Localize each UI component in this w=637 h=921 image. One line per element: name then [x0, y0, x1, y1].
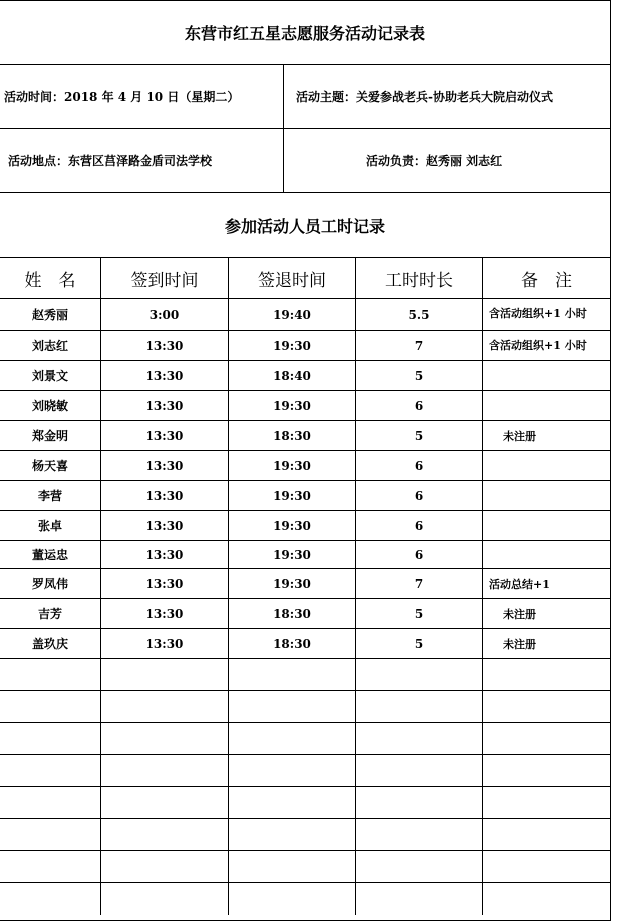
- cell-sign-out: 19:30: [228, 511, 355, 540]
- table-row: [0, 850, 610, 882]
- cell-sign-in: [100, 883, 228, 915]
- cell-hours: 6: [355, 451, 482, 480]
- cell-remarks: [482, 691, 610, 722]
- cell-hours: [355, 787, 482, 818]
- cell-hours: [355, 883, 482, 915]
- cell-sign-out: [228, 659, 355, 690]
- section-title-row: [0, 192, 610, 257]
- cell-sign-out: 18:30: [228, 599, 355, 628]
- cell-sign-in: 13:30: [100, 569, 228, 598]
- cell-name: 赵秀丽: [31, 308, 68, 322]
- cell-hours: 6: [355, 511, 482, 540]
- cell-remarks: [482, 361, 610, 390]
- cell-hours: 6: [355, 391, 482, 420]
- table-row: [0, 450, 610, 480]
- cell-hours: [355, 755, 482, 786]
- header-sign-out: 签退时间: [228, 258, 355, 298]
- cell-hours: 6: [355, 481, 482, 510]
- cell-remarks: [482, 541, 610, 568]
- title-row: [0, 0, 610, 64]
- cell-name: 郑金明: [31, 429, 68, 443]
- cell-sign-out: 19:30: [228, 391, 355, 420]
- cell-sign-in: 13:30: [100, 541, 228, 568]
- cell-name: 李营: [37, 489, 62, 503]
- cell-sign-out: 19:30: [228, 451, 355, 480]
- activity-time: 活动时间：2018 年 4 月 10 日（星期二）: [4, 90, 240, 104]
- table-row: [0, 298, 610, 330]
- cell-name: 罗凤伟: [31, 577, 68, 591]
- cell-hours: 7: [355, 331, 482, 360]
- cell-sign-out: [228, 883, 355, 915]
- activity-leader: 活动负责：赵秀丽 刘志红: [283, 129, 610, 192]
- activity-theme: 活动主题：关爱参战老兵-协助老兵大院启动仪式: [283, 65, 610, 128]
- cell-remarks: [482, 481, 610, 510]
- cell-remarks: [482, 723, 610, 754]
- table-row: [0, 568, 610, 598]
- cell-sign-out: [228, 691, 355, 722]
- cell-remarks: 未注册: [482, 629, 610, 658]
- cell-name: [0, 659, 100, 690]
- table-row: [0, 786, 610, 818]
- cell-name: 盖玖庆: [31, 637, 68, 651]
- table-row: [0, 722, 610, 754]
- cell-name: [0, 883, 100, 915]
- cell-sign-in: 13:30: [100, 451, 228, 480]
- table-row: [0, 658, 610, 690]
- table-row: [0, 818, 610, 850]
- cell-name: [0, 787, 100, 818]
- cell-remarks: 未注册: [482, 599, 610, 628]
- cell-name: 刘志红: [31, 339, 68, 353]
- cell-remarks: 含活动组织+1 小时: [482, 299, 610, 330]
- cell-sign-out: [228, 755, 355, 786]
- table-row: [0, 598, 610, 628]
- cell-remarks: [482, 851, 610, 882]
- cell-sign-out: [228, 787, 355, 818]
- cell-hours: 5: [355, 421, 482, 450]
- table-row: [0, 330, 610, 360]
- cell-name: [0, 819, 100, 850]
- section-title: 参加活动人员工时记录: [224, 216, 385, 236]
- table-row: [0, 420, 610, 450]
- cell-hours: 5.5: [355, 299, 482, 330]
- activity-location: 活动地点：东营区莒泽路金盾司法学校: [8, 154, 213, 168]
- cell-sign-out: 18:30: [228, 629, 355, 658]
- info-row-2: [0, 128, 610, 192]
- cell-sign-out: 19:40: [228, 299, 355, 330]
- cell-name: 吉芳: [37, 607, 62, 621]
- table-row: [0, 360, 610, 390]
- cell-sign-in: [100, 755, 228, 786]
- cell-name: 张卓: [37, 519, 62, 533]
- cell-remarks: [482, 391, 610, 420]
- cell-sign-in: 13:30: [100, 391, 228, 420]
- cell-name: 刘景文: [31, 369, 68, 383]
- cell-remarks: 未注册: [482, 421, 610, 450]
- cell-name: 董运忠: [31, 548, 68, 562]
- cell-sign-in: [100, 691, 228, 722]
- cell-sign-in: 3:00: [100, 299, 228, 330]
- cell-sign-out: 18:30: [228, 421, 355, 450]
- cell-sign-out: 18:40: [228, 361, 355, 390]
- table-row: [0, 480, 610, 510]
- cell-sign-out: 19:30: [228, 481, 355, 510]
- cell-hours: 5: [355, 361, 482, 390]
- cell-hours: [355, 723, 482, 754]
- cell-sign-in: 13:30: [100, 481, 228, 510]
- cell-hours: [355, 659, 482, 690]
- cell-sign-in: [100, 787, 228, 818]
- cell-name: [0, 691, 100, 722]
- cell-hours: [355, 819, 482, 850]
- cell-sign-in: [100, 819, 228, 850]
- cell-remarks: 含活动组织+1 小时: [482, 331, 610, 360]
- cell-remarks: [482, 511, 610, 540]
- cell-sign-in: 13:30: [100, 421, 228, 450]
- cell-sign-out: 19:30: [228, 331, 355, 360]
- cell-remarks: [482, 819, 610, 850]
- cell-hours: [355, 851, 482, 882]
- table-row: [0, 690, 610, 722]
- cell-name: 杨天喜: [31, 459, 68, 473]
- cell-hours: [355, 691, 482, 722]
- table-row: [0, 754, 610, 786]
- cell-name: [0, 755, 100, 786]
- cell-sign-in: [100, 851, 228, 882]
- cell-sign-out: 19:30: [228, 541, 355, 568]
- cell-name: [0, 723, 100, 754]
- cell-sign-out: [228, 851, 355, 882]
- cell-hours: 6: [355, 541, 482, 568]
- cell-remarks: 活动总结+1: [482, 569, 610, 598]
- cell-name: 刘晓敏: [31, 399, 68, 413]
- table-row: [0, 390, 610, 420]
- table-row: [0, 510, 610, 540]
- cell-remarks: [482, 787, 610, 818]
- table-row: [0, 540, 610, 568]
- cell-remarks: [482, 659, 610, 690]
- cell-remarks: [482, 755, 610, 786]
- cell-sign-out: [228, 723, 355, 754]
- cell-sign-in: [100, 723, 228, 754]
- cell-hours: 7: [355, 569, 482, 598]
- header-sign-in: 签到时间: [100, 258, 228, 298]
- cell-hours: 5: [355, 629, 482, 658]
- info-row-1: [0, 64, 610, 128]
- header-hours: 工时时长: [355, 258, 482, 298]
- header-remarks: 备 注: [482, 258, 610, 298]
- cell-name: [0, 851, 100, 882]
- cell-remarks: [482, 451, 610, 480]
- header-name: 姓 名: [24, 270, 76, 291]
- cell-sign-in: 13:30: [100, 599, 228, 628]
- table-header-row: [0, 257, 610, 298]
- cell-sign-in: 13:30: [100, 511, 228, 540]
- cell-sign-in: [100, 659, 228, 690]
- cell-remarks: [482, 883, 610, 915]
- cell-sign-in: 13:30: [100, 361, 228, 390]
- cell-sign-in: 13:30: [100, 331, 228, 360]
- table-row: [0, 628, 610, 658]
- sheet-title: 东营市红五星志愿服务活动记录表: [184, 24, 425, 43]
- table-row: [0, 882, 610, 915]
- cell-sign-out: 19:30: [228, 569, 355, 598]
- cell-sign-in: 13:30: [100, 629, 228, 658]
- cell-sign-out: [228, 819, 355, 850]
- cell-hours: 5: [355, 599, 482, 628]
